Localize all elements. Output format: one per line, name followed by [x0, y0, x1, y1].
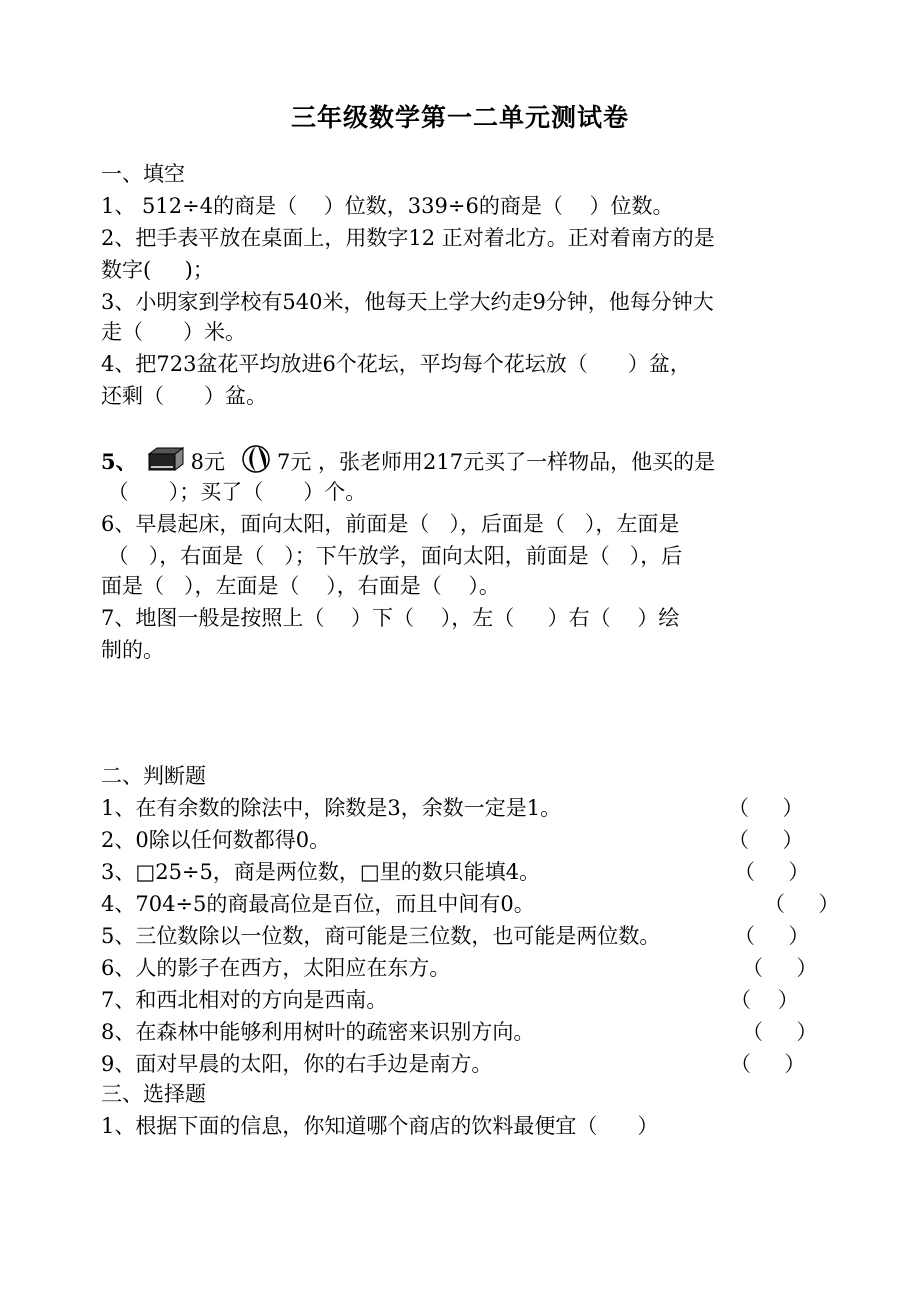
judge-q3-text: 3、□25÷5，商是两位数，□里的数只能填4。 [101, 860, 541, 884]
judge-q2-paren: （ ） [728, 828, 804, 852]
fill-q2-line2: 数字( )； [101, 258, 214, 282]
q5-number: 5、 [101, 449, 137, 474]
fill-q6-line1: 6、早晨起床，面向太阳，前面是（ ），后面是（ ），左面是 [101, 512, 680, 536]
judge-q7-paren: （ ） [730, 988, 799, 1012]
judge-q3-paren: （ ） [734, 860, 810, 884]
judge-q1-paren: （ ） [728, 796, 804, 820]
judge-q7-text: 7、和西北相对的方向是西南。 [101, 988, 388, 1012]
section2-heading: 二、判断题 [101, 764, 206, 788]
section1-heading: 一、填空 [101, 162, 185, 186]
fill-q6-line2: （ ），右面是（ ）；下午放学，面向太阳，前面是（ ），后 [101, 544, 683, 568]
judge-q6-text: 6、人的影子在西方，太阳应在东方。 [101, 956, 451, 980]
choice-q1: 1、根据下面的信息，你知道哪个商店的饮料最便宜（ ） [101, 1114, 659, 1138]
fill-q5-line2: （ ）；买了（ ）个。 [101, 480, 367, 504]
judge-q9-paren: （ ） [730, 1052, 806, 1076]
judge-q5-paren: （ ） [734, 924, 810, 948]
fill-q7-line1: 7、地图一般是按照上（ ）下（ ），左（ ）右（ ）绘 [101, 606, 680, 630]
judge-q1-text: 1、在有余数的除法中，除数是3，余数一定是1。 [101, 796, 562, 820]
judge-q9-text: 9、面对早晨的太阳，你的右手边是南方。 [101, 1052, 493, 1076]
fill-q3-line1: 3、小明家到学校有540米，他每天上学大约走9分钟，他每分钟大 [101, 290, 714, 314]
judge-q8-paren: （ ） [742, 1020, 818, 1044]
judge-q4-paren: （ ） [764, 892, 840, 916]
judge-q5-text: 5、三位数除以一位数，商可能是三位数，也可能是两位数。 [101, 924, 661, 948]
page-title: 三年级数学第一二单元测试卷 [290, 103, 629, 132]
fill-q4-line1: 4、把723盆花平均放进6个花坛，平均每个花坛放（ ）盆， [101, 352, 691, 376]
judge-q8-text: 8、在森林中能够利用树叶的疏密来识别方向。 [101, 1020, 535, 1044]
fill-q2-line1: 2、把手表平放在桌面上，用数字12 正对着北方。正对着南方的是 [101, 226, 715, 250]
fill-q3-line2: 走（ ）米。 [101, 320, 247, 344]
judge-q6-paren: （ ） [742, 956, 818, 980]
fill-q1: 1、 512÷4的商是（ ）位数，339÷6的商是（ ）位数。 [101, 194, 674, 218]
section3-heading: 三、选择题 [101, 1082, 206, 1106]
judge-q2-text: 2、0除以任何数都得0。 [101, 828, 331, 852]
book-price: 8元 [190, 450, 225, 474]
fill-q6-line3: 面是（ ），左面是（ ），右面是（ ）。 [101, 574, 500, 598]
fill-q4-line2: 还剩（ ）盆。 [101, 384, 268, 408]
fill-q7-line2: 制的。 [101, 638, 164, 662]
judge-q4-text: 4、704÷5的商最高位是百位，而且中间有0。 [101, 892, 535, 916]
q5-question: ，张老师用217元买了一样物品，他买的是 [311, 450, 716, 474]
ball-price: 7元 [277, 450, 312, 474]
